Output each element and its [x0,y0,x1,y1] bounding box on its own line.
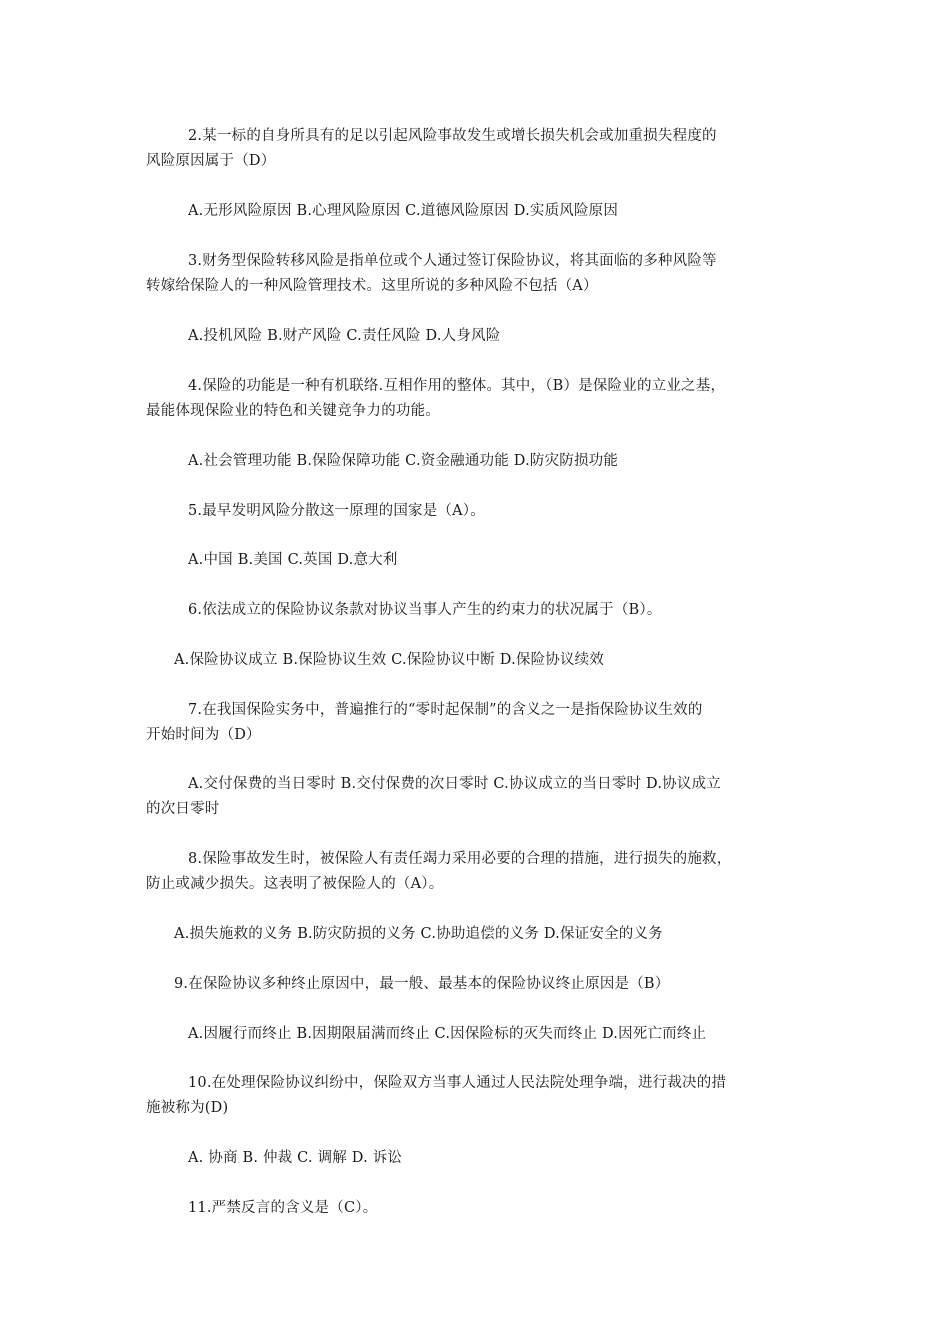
q10-stem-line-2: 施被称为(D) [146,1100,229,1116]
q11-stem: 11.严禁反言的含义是（C）。 [188,1200,378,1216]
q4-options: A.社会管理功能 B.保险保障功能 C.资金融通功能 D.防灾防损功能 [188,453,619,469]
q10-options: A. 协商 B. 仲裁 C. 调解 D. 诉讼 [188,1150,403,1166]
q9-options: A.因履行而终止 B.因期限届满而终止 C.因保险标的灭失而终止 D.因死亡而终止 [188,1026,707,1042]
q3-options: A.投机风险 B.财产风险 C.责任风险 D.人身风险 [188,328,501,344]
q3-stem-line-1: 3.财务型保险转移风险是指单位或个人通过签订保险协议，将其面临的多种风险等 [188,253,717,269]
q6-stem: 6.依法成立的保险协议条款对协议当事人产生的约束力的状况属于（B）。 [188,602,662,618]
q2-stem-line-2: 风险原因属于（D） [146,153,276,169]
q7-stem-line-1: 7.在我国保险实务中，普遍推行的“零时起保制”的含义之一是指保险协议生效的 [188,702,703,718]
q8-stem-line-1: 8.保险事故发生时，被保险人有责任竭力采用必要的合理的措施，进行损失的施救， [188,851,732,867]
q10-stem-line-1: 10.在处理保险协议纠纷中，保险双方当事人通过人民法院处理争端，进行裁决的措 [188,1075,727,1091]
q2-stem-line-1: 2.某一标的自身所具有的足以引起风险事故发生或增长损失机会或加重损失程度的 [188,128,717,144]
q4-stem-line-2: 最能体现保险业的特色和关键竞争力的功能。 [146,403,440,419]
q4-stem-line-1: 4.保险的功能是一种有机联络.互相作用的整体。其中，（B）是保险业的立业之基， [188,378,726,394]
q7-stem-line-2: 开始时间为（D） [146,727,261,743]
q9-stem: 9.在保险协议多种终止原因中，最一般、最基本的保险协议终止原因是（B） [174,976,670,992]
q7-options-line-2: 的次日零时 [146,801,220,817]
q2-options: A.无形风险原因 B.心理风险原因 C.道德风险原因 D.实质风险原因 [188,203,619,219]
q5-options: A.中国 B.美国 C.英国 D.意大利 [188,552,398,568]
q7-options-line-1: A.交付保费的当日零时 B.交付保费的次日零时 C.协议成立的当日零时 D.协议成立 [188,776,721,792]
q5-stem: 5.最早发明风险分散这一原理的国家是（A）。 [188,503,485,519]
q8-options: A.损失施救的义务 B.防灾防损的义务 C.协助追偿的义务 D.保证安全的义务 [174,926,663,942]
q6-options: A.保险协议成立 B.保险协议生效 C.保险协议中断 D.保险协议续效 [174,652,605,668]
q8-stem-line-2: 防止或减少损失。这表明了被保险人的（A）。 [146,876,444,892]
q3-stem-line-2: 转嫁给保险人的一种风险管理技术。这里所说的多种风险不包括（A） [146,278,598,294]
